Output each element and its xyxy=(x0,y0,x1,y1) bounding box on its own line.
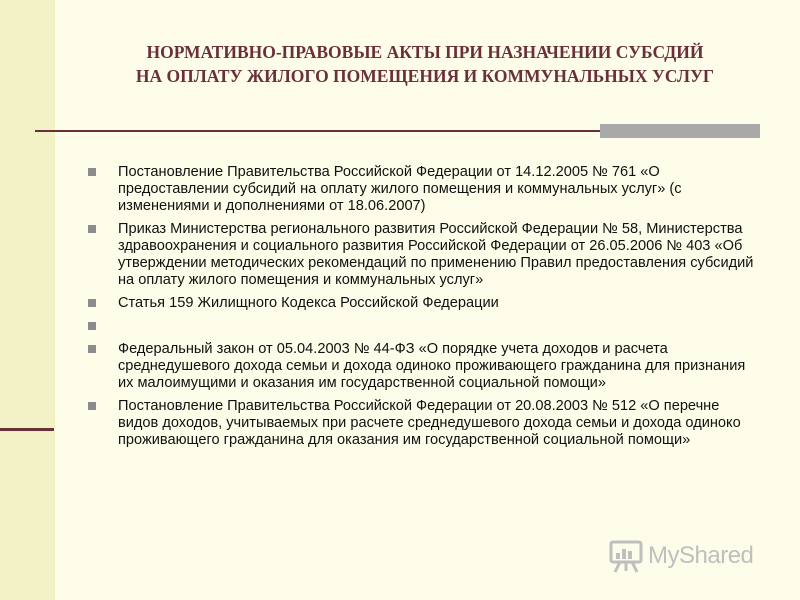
list-item-text: Постановление Правительства Российской Федерации от 20.08.2003 № 512 «О перечне видов доходов, учитываемых при расчете среднедушевого дохода семьи и дохода одиноко проживающего гражданина для оказания им государственной социальной помощи» xyxy=(118,398,741,448)
bullet-square-icon xyxy=(88,299,96,307)
bullet-square-icon xyxy=(88,345,96,353)
list-item-text: Приказ Министерства регионального развития Российской Федерации № 58, Министерства здравоохранения и социального развития Российской Федерации от 26.05.2006 № 403 «Об утверждении методических рекомендаций по применению Правил предоставления субсидий на оплату жилого помещения и коммунальных услуг» xyxy=(118,221,754,288)
bullet-square-icon xyxy=(88,402,96,410)
bullet-square-icon xyxy=(88,225,96,233)
list-item xyxy=(86,318,758,335)
list-item xyxy=(86,398,758,449)
slide-title-line1: НОРМАТИВНО-ПРАВОВЫЕ АКТЫ ПРИ НАЗНАЧЕНИИ СУБСДИЙ xyxy=(146,42,704,62)
left-decor-band xyxy=(0,0,55,600)
content-list xyxy=(86,164,758,455)
watermark xyxy=(608,538,768,574)
slide-title xyxy=(80,40,770,88)
list-item xyxy=(86,295,758,312)
slide-title-line2: НА ОПЛАТУ ЖИЛОГО ПОМЕЩЕНИЯ И КОММУНАЛЬНЫХ УСЛУГ xyxy=(135,66,715,86)
bullet-square-icon xyxy=(88,168,96,176)
list-item-text: Постановление Правительства Российской Федерации от 14.12.2005 № 761 «О предоставлении субсидий на оплату жилого помещения и коммунальных услуг» (с изменениями и дополнениями от 18.06.2007) xyxy=(118,164,682,214)
title-divider xyxy=(35,130,635,132)
list-item xyxy=(86,221,758,289)
bullet-square-icon xyxy=(88,322,96,330)
list-item-text: Федеральный закон от 05.04.2003 № 44-ФЗ «О порядке учета доходов и расчета среднедушевого дохода семьи и дохода одиноко проживающего гражданина для признания их малоимущими и оказания им государственной социальной помощи» xyxy=(118,341,746,391)
list-item xyxy=(86,341,758,392)
presentation-board-icon xyxy=(608,538,644,574)
watermark-text: MyShared xyxy=(648,542,754,569)
title-accent-bar xyxy=(600,124,760,138)
list-item-text: Статья 159 Жилищного Кодекса Российской Федерации xyxy=(118,295,499,311)
list-item xyxy=(86,164,758,215)
left-decor-rule xyxy=(0,428,54,431)
